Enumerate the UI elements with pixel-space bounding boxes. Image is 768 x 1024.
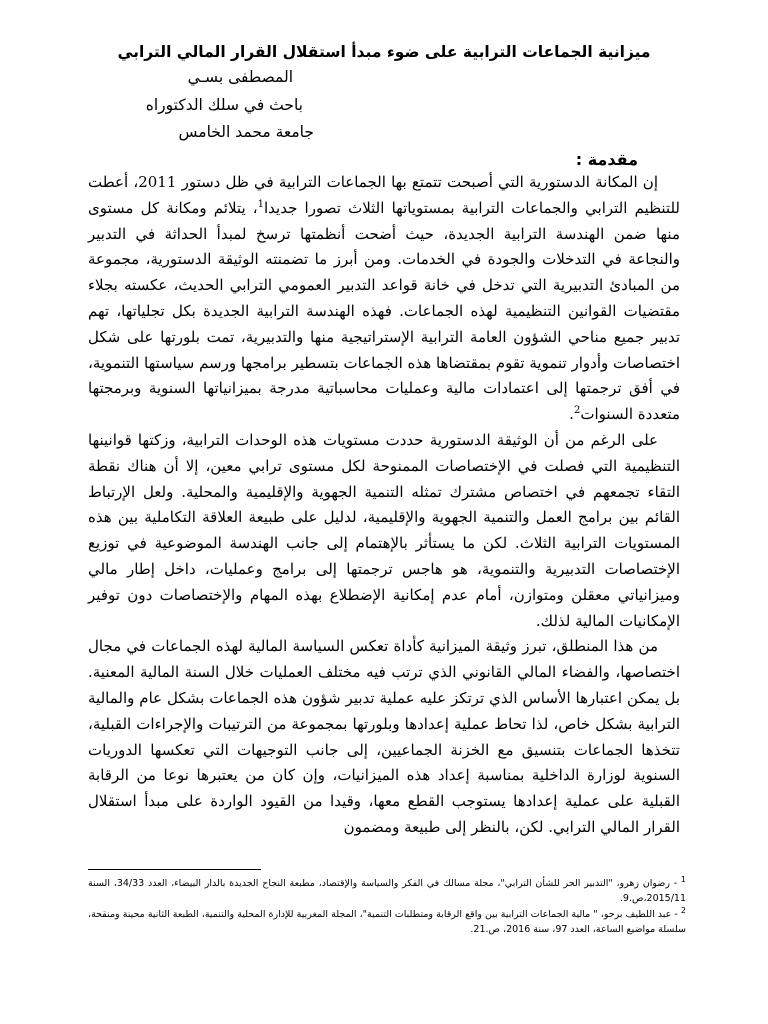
footnote-ref-2[interactable]: 2 (573, 405, 581, 417)
author-name: المصطفى بسـي (187, 68, 293, 86)
document-title: ميزانية الجماعات الترابية على ضوء مبدأ استقلال القرار المالي الترابي (117, 43, 651, 61)
author-affiliation: جامعة محمد الخامس (178, 123, 314, 141)
footnote-ref-1[interactable]: 1 (257, 198, 265, 210)
author-position: باحث في سلك الدكتوراه (145, 96, 303, 114)
footnotes (88, 876, 686, 938)
paragraph-1 (88, 170, 680, 428)
paragraph-1-end: . (569, 405, 574, 424)
section-heading: مقدمة : (575, 150, 638, 169)
footnote-1-text: - رضوان زهرو، "التدبير الحر للشأن الترابي"، مجلة مسالك في الفكر والسياسة والإقتصاد، مطبعة النجاح الجديدة بالدار البيضاء، العدد 34/33، السنة 2015/11،ص.9. (88, 878, 686, 904)
paragraph-1-text: إن المكانة الدستورية التي أصبحت تتمتع بها الجماعات الترابية في ظل دستور 2011، أعطت للتنظيم الترابي والجماعات الترابية بمستوياتها الثلاث تصورا جديدا (88, 173, 680, 217)
paragraph-2: على الرغم من أن الوثيقة الدستورية حددت مستويات هذه الوحدات الترابية، وزكتها قوانينها التنظيمية التي فصلت في الإختصاصات الممنوحة لكل مستوى ترابي معين، إلا أن هناك نقطة التقاء تجمعهم في اختصاص مشترك تمثله التنمية الجهوية والإقليمية والمحلية. ولعل الإرتباط القائم بين برامج العمل والتنمية الجهوية والإقليمية، لدليل على طبيعة العلاقة التكاملية بين هذه المستويات الترابية الثلاث. لكن ما يستأثر بالإهتمام إلى جانب الهندسة الموضوعية في توزيع الإختصاصات التدبيرية والتنموية، هو هاجس ترجمتها إلى برامج وعمليات، داخل إطار مالي وميزانياتي معقلن ومتوازن، أمام عدم إمكانية الإضطلاع بهذه المهام والإختصاصات دون توفير الإمكانيات المالية لذلك. (88, 430, 680, 630)
footnote-1-number: 1 (680, 874, 686, 884)
footnote-2-number: 2 (680, 905, 686, 915)
footnote-2-text: - عبد اللطيف برحو، " مالية الجماعات الترابية بين واقع الرقابة ومتطلبات التنمية"، المجلة المغربية للإدارة المحلية والتنمية، الطبعة الثانية محينة ومنقحة، سلسلة مواضيع الساعة، العدد 97، سنة 2016، ص.21. (88, 909, 686, 935)
footnote-separator (88, 869, 261, 870)
footnote-1 (88, 876, 686, 906)
footnote-2 (88, 907, 686, 937)
paragraph-1-text-continued: ، يتلائم ومكانة كل مستوى منها ضمن الهندسة الترابية الجديدة، حيث أضحت أنظمتها ترسخ لمبدأ الحداثة في التدبير والنجاعة في التدخلات والجودة في الخدمات. ومن أبرز ما تضمنته الوثيقة الدستورية، مجموعة من المبادئ التدبيرية التي تدخل في خانة قواعد التدبير العمومي الترابي الحديث، عكسته بجلاء مقتضيات القوانين التنظيمية لهذه الجماعات. فهذه الهندسة الترابية الجديدة بكل تجلياتها، تهم تدبير جميع مناحي الشؤون العامة الترابية الإستراتيجية منها والتدبيرية، تمت بلورتها على شكل اختصاصات وأدوار تنموية تقوم بمقتضاها هذه الجماعات بتسطير برامجها ورسم سياستها التنموية، في أفق ترجمتها إلى اعتمادات مالية وعمليات محاسباتية مدرجة بميزانياتها السنوية وبرمجتها متعددة السنوات (88, 198, 680, 424)
document-body (88, 170, 680, 841)
paragraph-3: من هذا المنطلق، تبرز وثيقة الميزانية كأداة تعكس السياسة المالية لهذه الجماعات في مجال اختصاصها، والفضاء المالي القانوني الذي ترتب فيه مختلف العمليات خلال السنة المالية المعنية. بل يمكن اعتبارها الأساس الذي ترتكز عليه عملية تدبير شؤون هذه الجماعات بشكل عام والمالية الترابية بشكل خاص، لذا تحاط عملية إعدادها وبلورتها بمجموعة من الترتيبات والإجراءات القبلية، تتخذها الجماعات بتنسيق مع الخزنة الجماعيين، إلى جانب التوجيهات التي تعكسها الدوريات السنوية لوزارة الداخلية بمناسبة إعداد هذه الميزانيات، وإن كان من يعتبرها نوعا من الرقابة القبلية على عملية إعدادها يستوجب القطع معها، وقيدا من القيود الواردة على مبدأ استقلال القرار المالي الترابي. لكن، بالنظر إلى طبيعة ومضمون (88, 637, 680, 836)
